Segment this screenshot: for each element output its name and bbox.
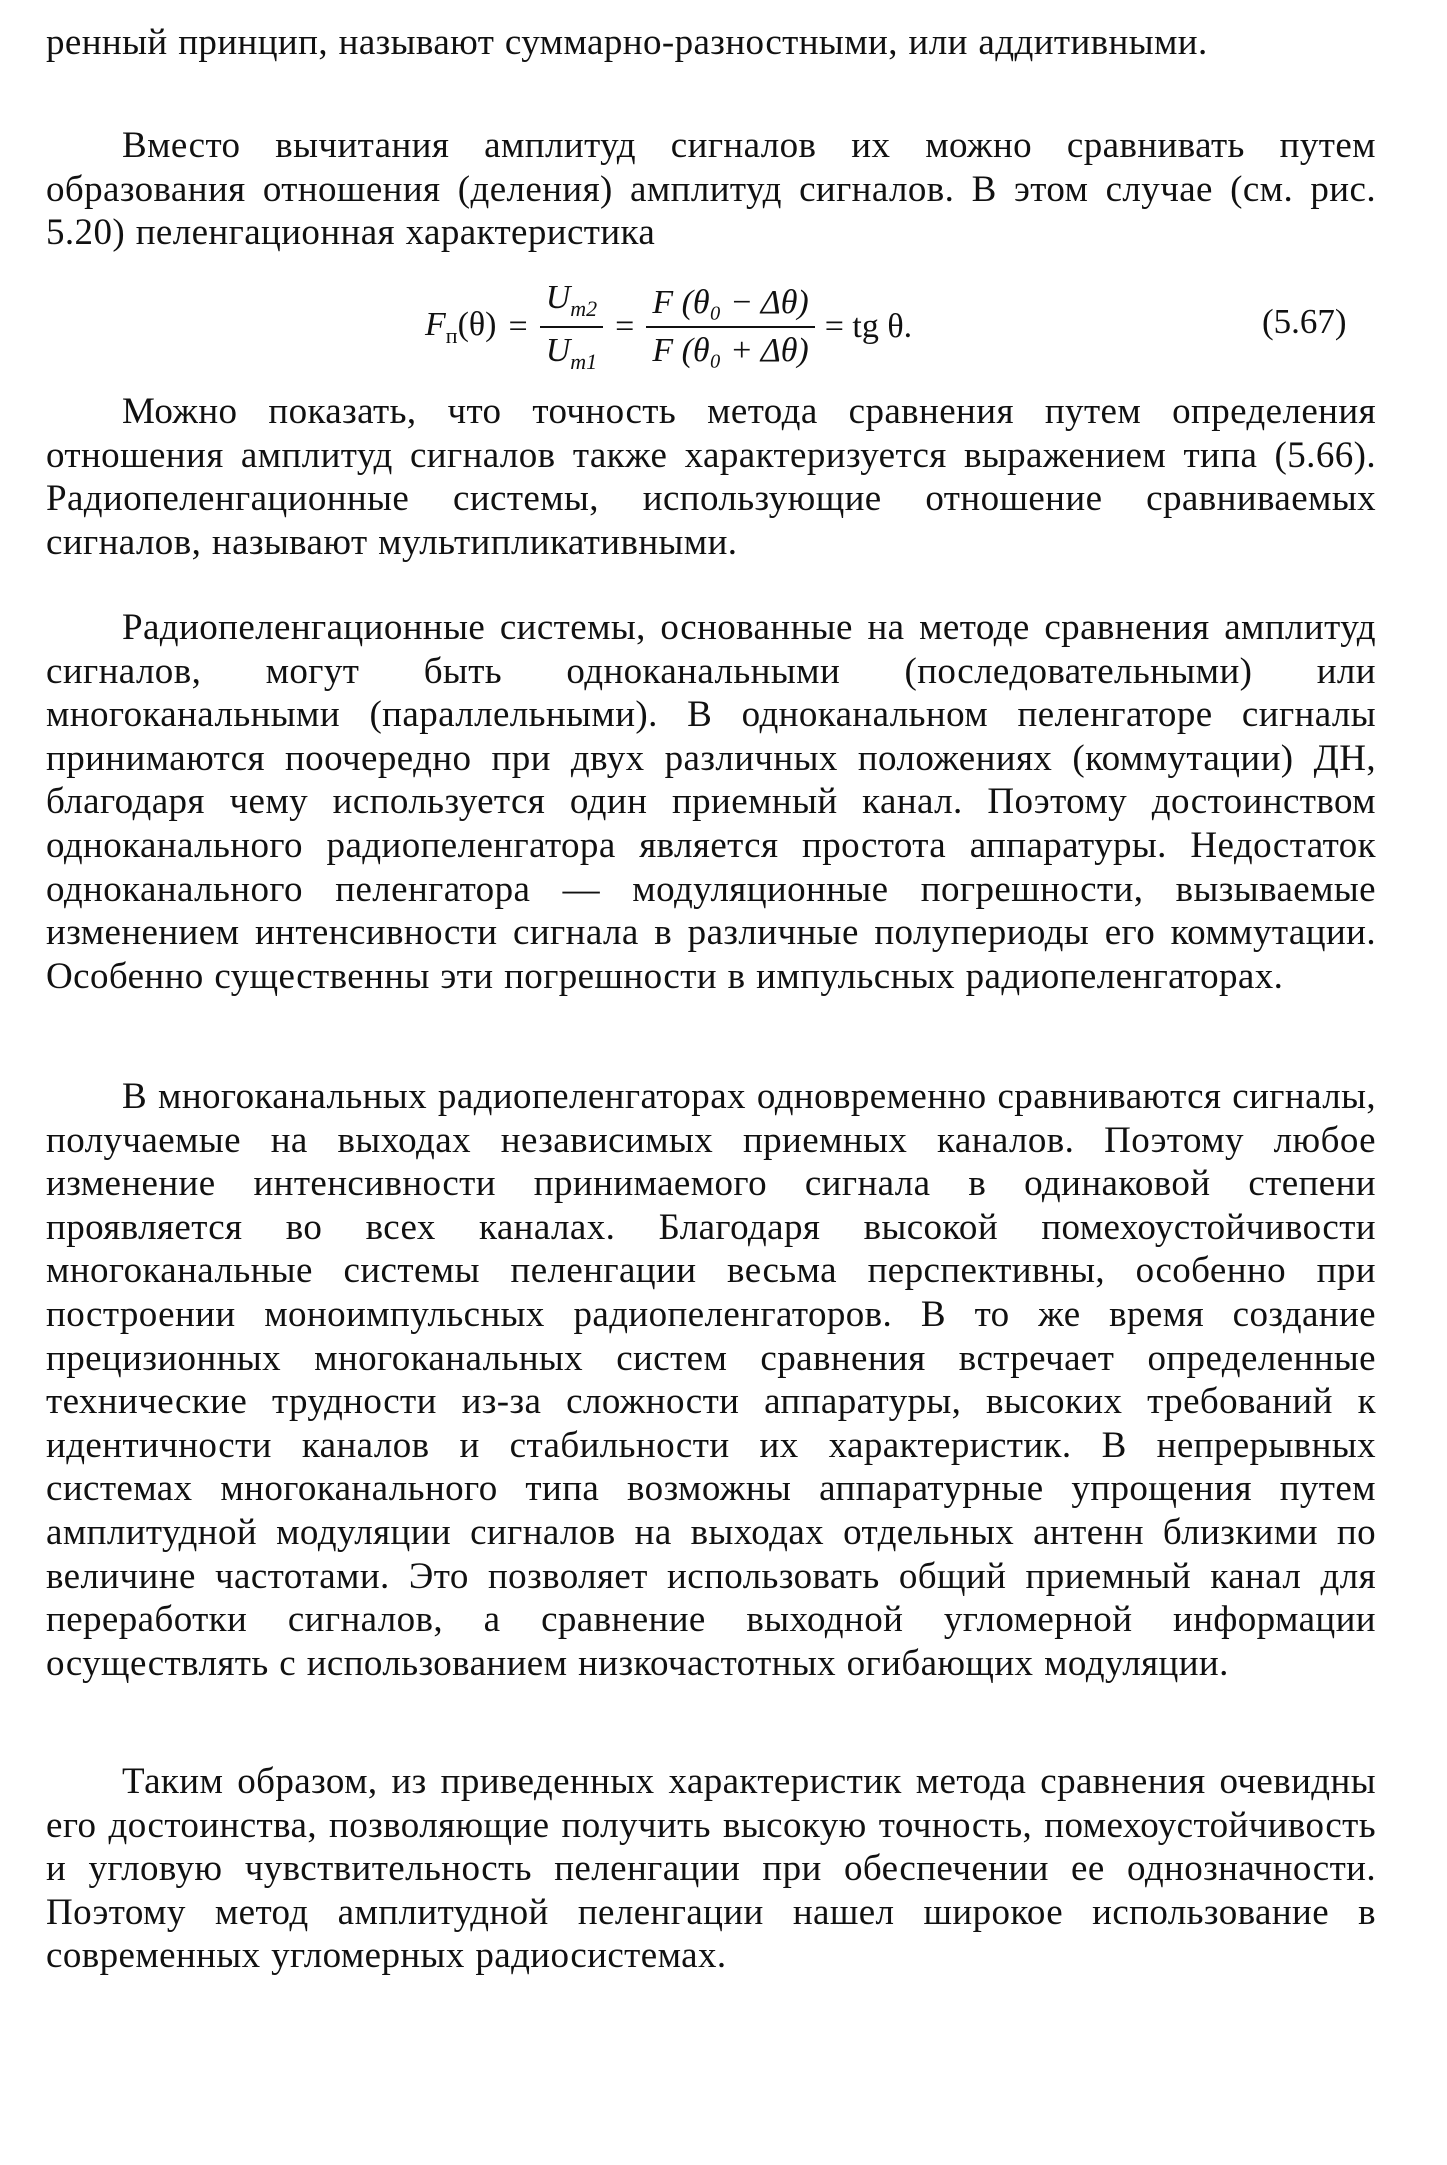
denominator-symbol: U [545, 332, 571, 369]
fraction-numerator-pattern: F (θ₀ − Δθ) [646, 284, 814, 328]
numerator-subscript: m2 [570, 296, 598, 321]
fraction-numerator-um2 [540, 279, 603, 328]
equation-lhs-argument: (θ) [457, 305, 497, 343]
paragraph-ratio-method: Вместо вычитания амплитуд сигналов их можно сравнивать путем образования отношения (деления) амплитуд сигналов. В этом случае (см. рис. 5.20) пеленгационная характеристика [46, 125, 1376, 254]
equation-lhs-symbol: F [425, 305, 446, 343]
paragraph-accuracy: Можно показать, что точность метода сравнения путем определения отношения амплитуд сигналов также характеризуется выражением типа (5.66). Радиопеленгационные системы, использующие отношение сравниваемых сигналов, называют мультипликативными. [46, 391, 1376, 563]
equation-number: (5.67) [1262, 302, 1347, 341]
equation-lhs [425, 306, 497, 349]
equation-fraction-amplitudes [540, 279, 603, 375]
paragraph-multi-channel: В многоканальных радиопеленгаторах одновременно сравниваются сигналы, получаемые на выходах независимых приемных каналов. Поэтому любое изменение интенсивности принимаемого сигнала в одинаковой степени проявляется во всех каналах. Благодаря высокой помехоустойчивости многоканальные системы пеленгации весьма перспективны, особенно при построении моноимпульсных радиопеленгаторов. В то же время создание прецизионных многоканальных систем сравнения встречает определенные технические трудности из-за сложности аппаратуры, высоких требований к идентичности каналов и стабильности их характеристик. В непрерывных системах многоканального типа возможны аппаратурные упрощения путем амплитудной модуляции сигналов на выходах отдельных антенн близкими по величине частотами. Это позволяет использовать общий приемный канал для переработки сигналов, а сравнение выходной угломерной информации осуществлять с использованием низкочастотных огибающих модуляции. [46, 1076, 1376, 1684]
equation-fraction-patterns [646, 284, 814, 370]
equation-rhs: = tg θ. [824, 308, 913, 345]
equation-body [425, 272, 912, 382]
fraction-denominator-um1 [540, 328, 603, 375]
fraction-denominator-pattern: F (θ₀ + Δθ) [652, 332, 809, 369]
paragraph-conclusion: Таким образом, из приведенных характеристик метода сравнения очевидны его достоинства, позволяющие получить высокую точность, помехоустойчивость и угловую чувствительность пеленгации при обеспечении ее однозначности. Поэтому метод амплитудной пеленгации нашел широкое использование в современных угломерных радиосистемах. [46, 1761, 1376, 1977]
equation-5-67 [0, 272, 1447, 392]
paragraph-single-channel: Радиопеленгационные системы, основанные на методе сравнения амплитуд сигналов, могут быть одноканальными (последовательными) или многоканальными (параллельными). В одноканальном пеленгаторе сигналы принимаются поочередно при двух различных положениях (коммутации) ДН, благодаря чему используется один приемный канал. Поэтому достоинством одноканального радиопеленгатора является простота аппаратуры. Недостаток одноканального пеленгатора — модуляционные погрешности, вызываемые изменением интенсивности сигнала в различные полупериоды его коммутации. Особенно существенны эти погрешности в импульсных радиопеленгаторах. [46, 607, 1376, 997]
equation-lhs-subscript: п [445, 322, 458, 348]
numerator-symbol: U [545, 279, 571, 316]
equation-equals-2: = [615, 308, 635, 345]
denominator-subscript: m1 [570, 349, 598, 374]
paragraph-continuation: ренный принцип, называют суммарно-разностными, или аддитивными. [46, 22, 1208, 63]
equation-equals-1: = [508, 308, 528, 345]
